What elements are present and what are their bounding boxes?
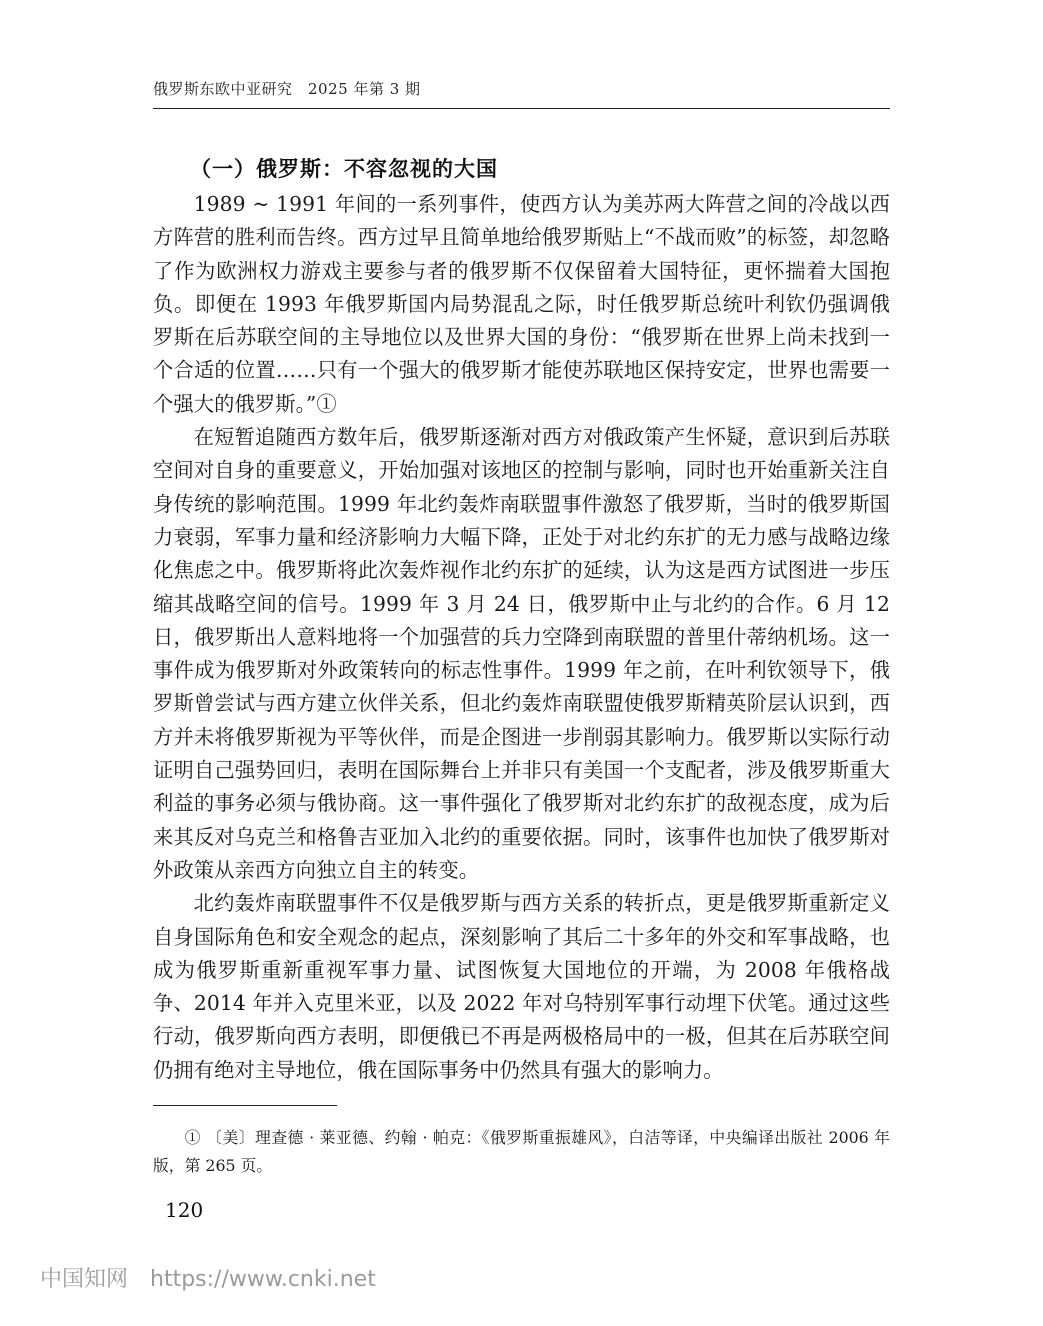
page-number: 120 (165, 1198, 204, 1222)
paragraph-3: 北约轰炸南联盟事件不仅是俄罗斯与西方关系的转折点，更是俄罗斯重新定义自身国际角色和安全观念的起点，深刻影响了其后二十多年的外交和军事战略，也成为俄罗斯重新重视军事力量、试图恢复大国地位的开端，为 2008 年俄格战争、2014 年并入克里米亚，以及 2022 年对乌特别军事行动埋下伏笔。通过这些行动，俄罗斯向西方表明，即便俄已不再是两极格局中的一极，但其在后苏联空间仍拥有绝对主导地位，俄在国际事务中仍然具有强大的影响力。 (153, 891, 890, 1082)
section-heading: （一）俄罗斯：不容忽视的大国 (190, 157, 498, 181)
watermark-brand: 中国知网 (40, 1267, 129, 1292)
running-header: 俄罗斯东欧中亚研究 2025 年第 3 期 (153, 80, 421, 98)
paragraph-1: 1989 ~ 1991 年间的一系列事件，使西方认为美苏两大阵营之间的冷战以西方阵营的胜利而告终。西方过早且简单地给俄罗斯贴上“不战而败”的标签，却忽略了作为欧洲权力游戏主要参与者的俄罗斯不仅保留着大国特征，更怀揣着大国抱负。即便在 1993 年俄罗斯国内局势混乱之际，时任俄罗斯总统叶利钦仍强调俄罗斯在后苏联空间的主导地位以及世界大国的身份：“俄罗斯在世界上尚未找到一个合适的位置……只有一个强大的俄罗斯才能使苏联地区保持安定，世界也需要一个强大的俄罗斯。”① (153, 192, 890, 416)
footnote-divider (153, 1105, 337, 1106)
paragraph-2: 在短暂追随西方数年后，俄罗斯逐渐对西方对俄政策产生怀疑，意识到后苏联空间对自身的重要意义，开始加强对该地区的控制与影响，同时也开始重新关注自身传统的影响范围。1999 年北约轰炸南联盟事件激怒了俄罗斯，当时的俄罗斯国力衰弱，军事力量和经济影响力大幅下降，正处于对北约东扩的无力感与战略边缘化焦虑之中。俄罗斯将此次轰炸视作北约东扩的延续，认为这是西方试图进一步压缩其战略空间的信号。1999 年 3 月 24 日，俄罗斯中止与北约的合作。6 月 12 日，俄罗斯出人意料地将一个加强营的兵力空降到南联盟的普里什蒂纳机场。这一事件成为俄罗斯对外政策转向的标志性事件。1999 年之前，在叶利钦领导下，俄罗斯曾尝试与西方建立伙伴关系，但北约轰炸南联盟使俄罗斯精英阶层认识到，西方并未将俄罗斯视为平等伙伴，而是企图进一步削弱其影响力。俄罗斯以实际行动证明自己强势回归，表明在国际舞台上并非只有美国一个支配者，涉及俄罗斯重大利益的事务必须与俄协商。这一事件强化了俄罗斯对北约东扩的敌视态度，成为后来其反对乌克兰和格鲁吉亚加入北约的重要依据。同时，该事件也加快了俄罗斯对外政策从亲西方向独立自主的转变。 (153, 425, 890, 882)
watermark (40, 1262, 376, 1293)
header-divider (153, 108, 890, 109)
watermark-url: https://www.cnki.net (150, 1267, 376, 1292)
footnote: ① 〔美〕理查德 · 莱亚德、约翰 · 帕克：《俄罗斯重振雄风》，白洁等译，中央编译出版社 2006 年版，第 265 页。 (153, 1128, 890, 1175)
body-text (153, 188, 890, 1087)
